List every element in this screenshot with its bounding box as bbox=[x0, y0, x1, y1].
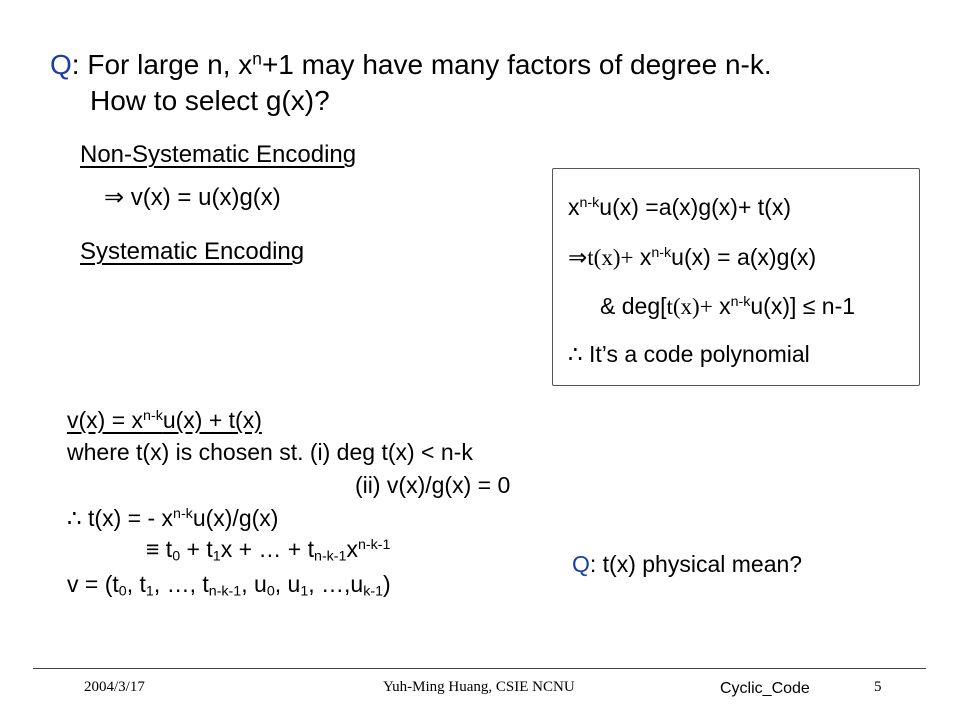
box-line-3: & $deg[t(x)+ x^{n-k}u(x)] \le n-1$ bbox=[600, 293, 856, 319]
implies-arrow-icon: ⇒ bbox=[568, 244, 588, 270]
footer-divider bbox=[33, 668, 926, 669]
question-text-a: : For large n, x bbox=[71, 49, 253, 80]
footer-author: Yuh-Ming Huang, CSIE NCNU bbox=[383, 679, 575, 695]
footer-title: Cyclic_Code bbox=[720, 680, 810, 697]
equivalent-icon: ≡ bbox=[146, 536, 160, 562]
derivation-line-5: ≡ $t_0 + t_1x$ + … + $t_{n-k-1}x^{n-k-1}$ bbox=[146, 536, 391, 565]
nonsystematic-heading: Non-Systematic Encoding bbox=[80, 141, 357, 168]
systematic-heading: Systematic Encoding bbox=[80, 238, 305, 265]
implies-arrow-icon: ⇒ bbox=[104, 184, 125, 211]
therefore-icon: ∴ bbox=[67, 505, 82, 531]
question-2-text: : t(x) physical mean? bbox=[589, 551, 803, 577]
nonsystematic-formula: v(x) = u(x)g(x) bbox=[124, 184, 281, 211]
therefore-icon: ∴ bbox=[568, 341, 583, 367]
derivation-line-6: $v = (t_0$, $t_1$, …, $t_{n-k-1}$, $u_0$, $u_1$, $\dots,u_{k-1}$) bbox=[67, 571, 391, 600]
derivation-line-4: ∴ t(x) = - $x^{n-k}u(x)/g(x)$ bbox=[67, 505, 279, 531]
question-marker: Q bbox=[50, 49, 72, 80]
question-2 bbox=[572, 553, 802, 576]
box-line-4: ∴ It’s a code polynomial bbox=[568, 341, 810, 367]
question-text-b: +1 may have many factors of degree n-k. bbox=[261, 49, 772, 80]
footer-date: 2004/3/17 bbox=[84, 679, 145, 695]
derivation-line-1: $v(x) = x^{n-k}u(x) + t(x)$ bbox=[67, 407, 262, 433]
derivation-line-3: (ii) v(x)/g(x) = 0 bbox=[355, 472, 511, 498]
question-exponent: n bbox=[252, 48, 262, 69]
footer-page-number: 5 bbox=[874, 679, 882, 695]
question-line-2: How to select g(x)? bbox=[90, 85, 330, 116]
question-2-marker: Q bbox=[572, 551, 590, 577]
nonsystematic-formula-line bbox=[104, 186, 281, 210]
derivation-line-2: where t(x) is chosen st. (i) deg t(x) < n-k bbox=[67, 439, 473, 465]
box-line-2: ⇒t(x)+ $x^{n-k}u(x) = a(x)g(x)$ bbox=[568, 244, 817, 270]
question-line-1 bbox=[50, 48, 772, 80]
box-line-1: $x^{n-k}u(x) =a(x)g(x)+ t(x)$ bbox=[568, 194, 791, 220]
